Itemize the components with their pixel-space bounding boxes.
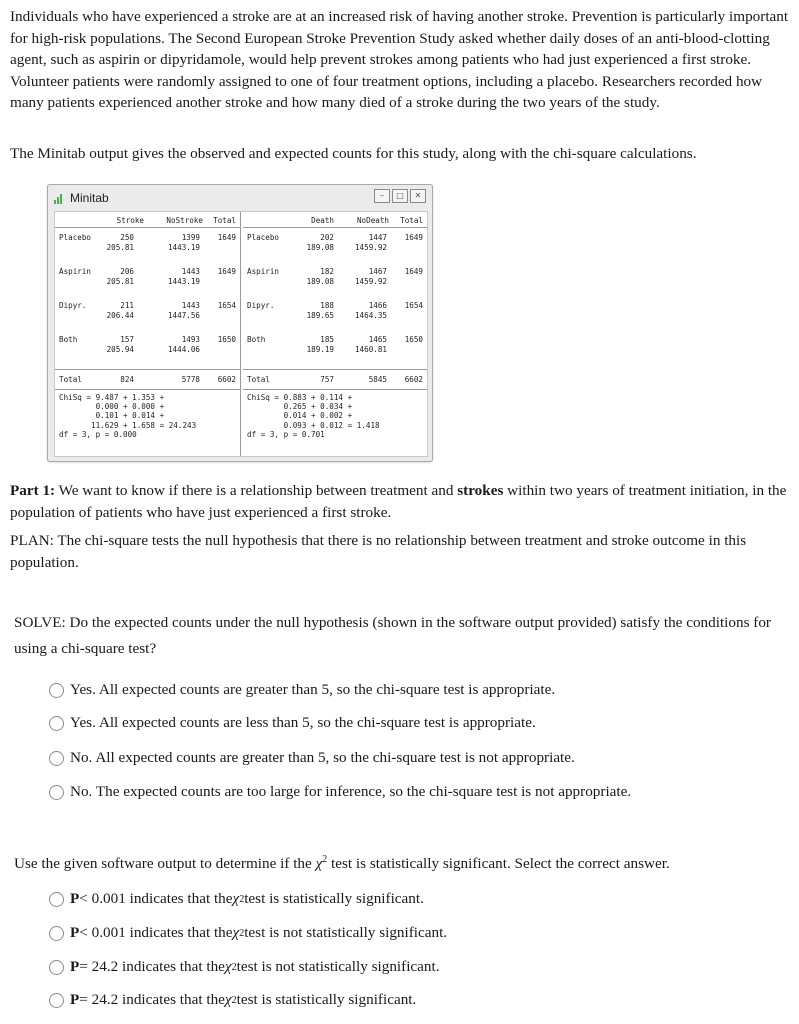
minitab-intro-text: The Minitab output gives the observed and expected counts for this study, along with the chi-square calculations.: [10, 145, 697, 162]
col-header: Death: [311, 216, 334, 225]
chisq-line: 0.101 + 0.014 +: [59, 411, 165, 421]
option-label: test is not statistically significant.: [244, 924, 448, 941]
option-label: < 0.001 indicates that the: [79, 890, 233, 907]
expected-count: 1459.92: [354, 243, 387, 252]
row-total: 1649: [217, 233, 236, 242]
radio-button[interactable]: [49, 683, 64, 698]
expected-count: 1444.06: [167, 345, 200, 354]
chisq-line: 0.093 + 0.012 = 1.418: [247, 420, 380, 430]
column-total: 5778: [181, 375, 200, 384]
chi-symbol: χ: [224, 958, 232, 975]
row-total: 1649: [404, 233, 423, 242]
table-row: [243, 233, 427, 257]
table-row: [55, 267, 240, 291]
radio-button[interactable]: [49, 892, 64, 907]
row-total: 1650: [217, 335, 236, 344]
option-label: = 24.2 indicates that the: [79, 991, 225, 1008]
observed-count: 1467: [368, 267, 387, 276]
radio-button[interactable]: [49, 751, 64, 766]
chisq-line: ChiSq = 0.883 + 0.114 +: [247, 393, 353, 402]
radio-button[interactable]: [49, 993, 64, 1008]
chi-exponent: 2: [231, 994, 237, 1006]
observed-count: 185: [320, 335, 334, 344]
expected-count: 1459.92: [354, 277, 387, 286]
significance-option[interactable]: [49, 924, 447, 942]
table-row: [243, 267, 427, 291]
chisq-line: 0.265 + 0.034 +: [247, 402, 353, 412]
minitab-output: [54, 211, 428, 457]
p-symbol: P: [70, 924, 80, 941]
death-table: [243, 212, 427, 456]
chisq-block: [59, 393, 196, 439]
question-text: Use the given software output to determine if the: [14, 855, 316, 873]
grand-total: 6602: [217, 375, 236, 384]
option-label: test is statistically significant.: [244, 890, 424, 907]
table-row: [243, 301, 427, 325]
column-total: 5845: [368, 375, 387, 384]
table-row: [55, 335, 240, 359]
row-label: Placebo: [247, 233, 280, 242]
p-symbol: P: [70, 958, 80, 975]
p-symbol: P: [70, 991, 80, 1008]
expected-count: 1460.81: [354, 345, 387, 354]
option-label: test is not statistically significant.: [236, 958, 440, 975]
chisq-line: 0.000 + 0.000 +: [59, 402, 165, 412]
expected-count: 205.94: [106, 345, 134, 354]
chi-symbol: χ: [315, 855, 323, 873]
close-button[interactable]: ✕: [410, 189, 426, 203]
observed-count: 1465: [368, 335, 387, 344]
plan-text: PLAN: The chi-square tests the null hypothesis that there is no relationship between treatment and stroke outcome in this population.: [10, 532, 747, 571]
minitab-window: [47, 184, 433, 462]
observed-count: 188: [320, 301, 334, 310]
chisq-line: 0.014 + 0.002 +: [247, 411, 353, 421]
radio-button[interactable]: [49, 716, 64, 731]
expected-count: 1443.19: [167, 243, 200, 252]
option-label: = 24.2 indicates that the: [79, 958, 225, 975]
observed-count: 157: [120, 335, 134, 344]
observed-count: 211: [120, 301, 134, 310]
observed-count: 1443: [181, 267, 200, 276]
expected-count: 1443.19: [167, 277, 200, 286]
chi-exponent: 2: [239, 893, 245, 905]
solve-question: SOLVE: Do the expected counts under the null hypothesis (shown in the software output provided) satisfy the conditions for using a chi-square test?: [14, 614, 771, 657]
option-label: Yes. All expected counts are less than 5, so the chi-square test is appropriate.: [70, 714, 536, 731]
intro-paragraph: Individuals who have experienced a stroke are at an increased risk of having another stroke. Prevention is particularly important for high-risk populations. The Second European Stroke Prevention Study asked whether daily doses of an anti-blood-clotting agent, such as aspirin or dipyridamole, would help prevent strokes among patients who had just experienced a first stroke. Volunteer patients were randomly assigned to one of four treatment options, including a placebo. Researchers recorded how many patients experienced another stroke and how many died of a stroke during the two years of the study.: [10, 8, 789, 111]
df-p-line: df = 3, p = 0.000: [59, 429, 137, 439]
row-total: 1654: [404, 301, 423, 310]
option-label: No. The expected counts are too large for inference, so the chi-square test is not appropriate.: [70, 783, 632, 800]
table-row: [243, 335, 427, 359]
row-total: 1650: [404, 335, 423, 344]
expected-count: 206.44: [106, 311, 134, 320]
col-header: Stroke: [116, 216, 144, 225]
significance-option[interactable]: [49, 991, 416, 1009]
expected-count: 189.65: [306, 311, 334, 320]
df-p-line: df = 3, p = 0.701: [247, 429, 325, 439]
table-row: [55, 233, 240, 257]
row-total: 1654: [217, 301, 236, 310]
grand-total: 6602: [404, 375, 423, 384]
observed-count: 1493: [181, 335, 200, 344]
observed-count: 1399: [181, 233, 200, 242]
col-header: NoStroke: [166, 216, 203, 225]
column-total: 824: [120, 375, 134, 384]
radio-button[interactable]: [49, 926, 64, 941]
chi-symbol: χ: [224, 991, 232, 1008]
chisq-line: ChiSq = 9.487 + 1.353 +: [59, 393, 165, 402]
expected-count: 1447.56: [167, 311, 200, 320]
expected-count: 205.81: [106, 277, 134, 286]
solve-option[interactable]: [49, 714, 536, 732]
row-label: Aspirin: [247, 267, 280, 276]
chi-exponent: 2: [322, 854, 328, 865]
column-total: 757: [320, 375, 334, 384]
row-total: 1649: [404, 267, 423, 276]
expected-count: 205.81: [106, 243, 134, 252]
chi-symbol: χ: [232, 924, 240, 941]
minimize-button[interactable]: –: [374, 189, 390, 203]
maximize-button[interactable]: □: [392, 189, 408, 203]
observed-count: 206: [120, 267, 134, 276]
significance-option[interactable]: [49, 958, 440, 976]
part1-label: Part 1:: [10, 482, 56, 499]
row-label: Dipyr.: [247, 301, 275, 310]
observed-count: 250: [120, 233, 134, 242]
row-label: Dipyr.: [59, 301, 87, 310]
solve-option[interactable]: [49, 681, 555, 699]
significance-option[interactable]: [49, 890, 424, 908]
expected-count: 189.08: [306, 243, 334, 252]
expected-count: 189.19: [306, 345, 334, 354]
col-header: Total: [400, 216, 423, 225]
option-label: Yes. All expected counts are greater than 5, so the chi-square test is appropriate.: [70, 681, 556, 698]
row-label: Aspirin: [59, 267, 92, 276]
minitab-title: Minitab: [70, 191, 109, 205]
col-header: Total: [213, 216, 236, 225]
stroke-table: [55, 212, 241, 456]
row-label: Both: [247, 335, 266, 344]
observed-count: 1447: [368, 233, 387, 242]
chi-symbol: χ: [232, 890, 240, 907]
row-label: Total: [59, 375, 82, 384]
question-text: test is statistically significant. Select the correct answer.: [327, 855, 670, 873]
table-row: [55, 301, 240, 325]
row-total: 1649: [217, 267, 236, 276]
minitab-title-bar: [54, 191, 109, 205]
observed-count: 1443: [181, 301, 200, 310]
part1-question: [10, 480, 790, 523]
solve-option[interactable]: [49, 783, 631, 801]
observed-count: 202: [320, 233, 334, 242]
part1-bold-word: strokes: [457, 482, 504, 499]
option-label: No. All expected counts are greater than 5, so the chi-square test is not appropriate.: [70, 749, 575, 766]
col-header: NoDeath: [356, 216, 389, 225]
chi-exponent: 2: [239, 927, 245, 939]
expected-count: 189.08: [306, 277, 334, 286]
expected-count: 1464.35: [354, 311, 387, 320]
row-label: Total: [247, 375, 270, 384]
radio-button[interactable]: [49, 960, 64, 975]
part1-text: We want to know if there is a relationship between treatment and: [55, 482, 458, 499]
row-label: Both: [59, 335, 78, 344]
radio-button[interactable]: [49, 785, 64, 800]
minitab-logo-icon: [54, 192, 66, 204]
chisq-block: [247, 393, 380, 439]
chi-exponent: 2: [231, 961, 237, 973]
part1-text: within two years of treatment initiation, in the population of patients who have just experienced a first stroke.: [10, 482, 787, 521]
solve-option[interactable]: [49, 749, 575, 767]
option-label: test is statistically significant.: [236, 991, 417, 1008]
chisq-line: 11.629 + 1.658 = 24.243: [59, 420, 197, 430]
row-label: Placebo: [59, 233, 92, 242]
option-label: < 0.001 indicates that the: [79, 924, 233, 941]
significance-question: [14, 847, 774, 877]
p-symbol: P: [70, 890, 80, 907]
observed-count: 182: [320, 267, 334, 276]
observed-count: 1466: [368, 301, 387, 310]
